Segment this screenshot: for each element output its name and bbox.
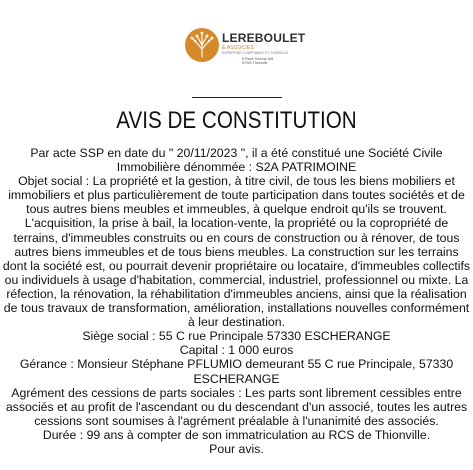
logo-company-name: LEREBOULET [222,31,306,45]
paragraph-duree: Durée : 99 ans à compter de son immatriculation au RCS de Thionville. [42,427,431,442]
paragraph-agrement: Agrément des cessions de parts sociales : Les parts sont librement cessibles entre associés et au profit de l'ascendant ou du descendant d'un associé, toutes les autres cessions sont soumises à l'agrément préalable à l'unanimité des associés. [5,385,468,428]
tree-logo-icon [184,27,220,63]
logo-address-line1: 5 Place Simone Veil [242,57,274,61]
paragraph-pour-avis: Pour avis. [209,441,264,456]
company-logo [184,27,306,71]
paragraph-objet-social: Objet social : La propriété et la gestion, à titre civil, de tous les biens mobiliers et immobiliers et plus particulièrement de toute participation dans toutes sociétés et de tous autres biens meubles et immeubles, à quelque endroit qu'ils se trouvent. [8,174,465,217]
paragraph-capital: Capital : 1 000 euros [179,343,294,358]
paragraph-incorporation: Par acte SSP en date du " 20/11/2023 ", il a été constitué une Société Civile Immobilière dénommée : S2A PATRIMOINE [30,146,443,175]
paragraph-activites: L'acquisition, la prise à bail, la location-vente, la propriété ou la copropriété de terrains, d'immeubles construits ou en cours de construction ou à rénover, de tous autres biens immeubles et de tous biens meubles. La construction sur les terrains dont la société est, ou pourrait devenir propriétaire ou locataire, d'immeubles collectifs ou individuels à usage d'habitation, commercial, industriel, professionnel ou mixte. La réfection, la rénovation, la réhabilitation d'immeubles anciens, ainsi que la réalisation de tous travaux de transformation, amélioration, installations nouvelles conformément à leur destination. [2,216,471,330]
paragraph-gerance: Gérance : Monsieur Stéphane PFLUMIO demeurant 55 C rue Principale, 57330 ESCHERANGE [19,357,454,386]
title-divider [192,97,282,98]
logo-address [242,57,273,65]
logo-company-suffix: & ASSOCIES [222,45,255,51]
notice-body [2,146,471,456]
paragraph-siege-social: Siège social : 55 C rue Principale 57330 ESCHERANGE [82,329,391,344]
logo-tagline: EXPERTISE COMPTABLE ET CONSEILS [222,51,288,55]
logo-address-line2: 57000 Thionville [242,61,268,65]
page-title: AVIS DE CONSTITUTION [116,107,357,134]
